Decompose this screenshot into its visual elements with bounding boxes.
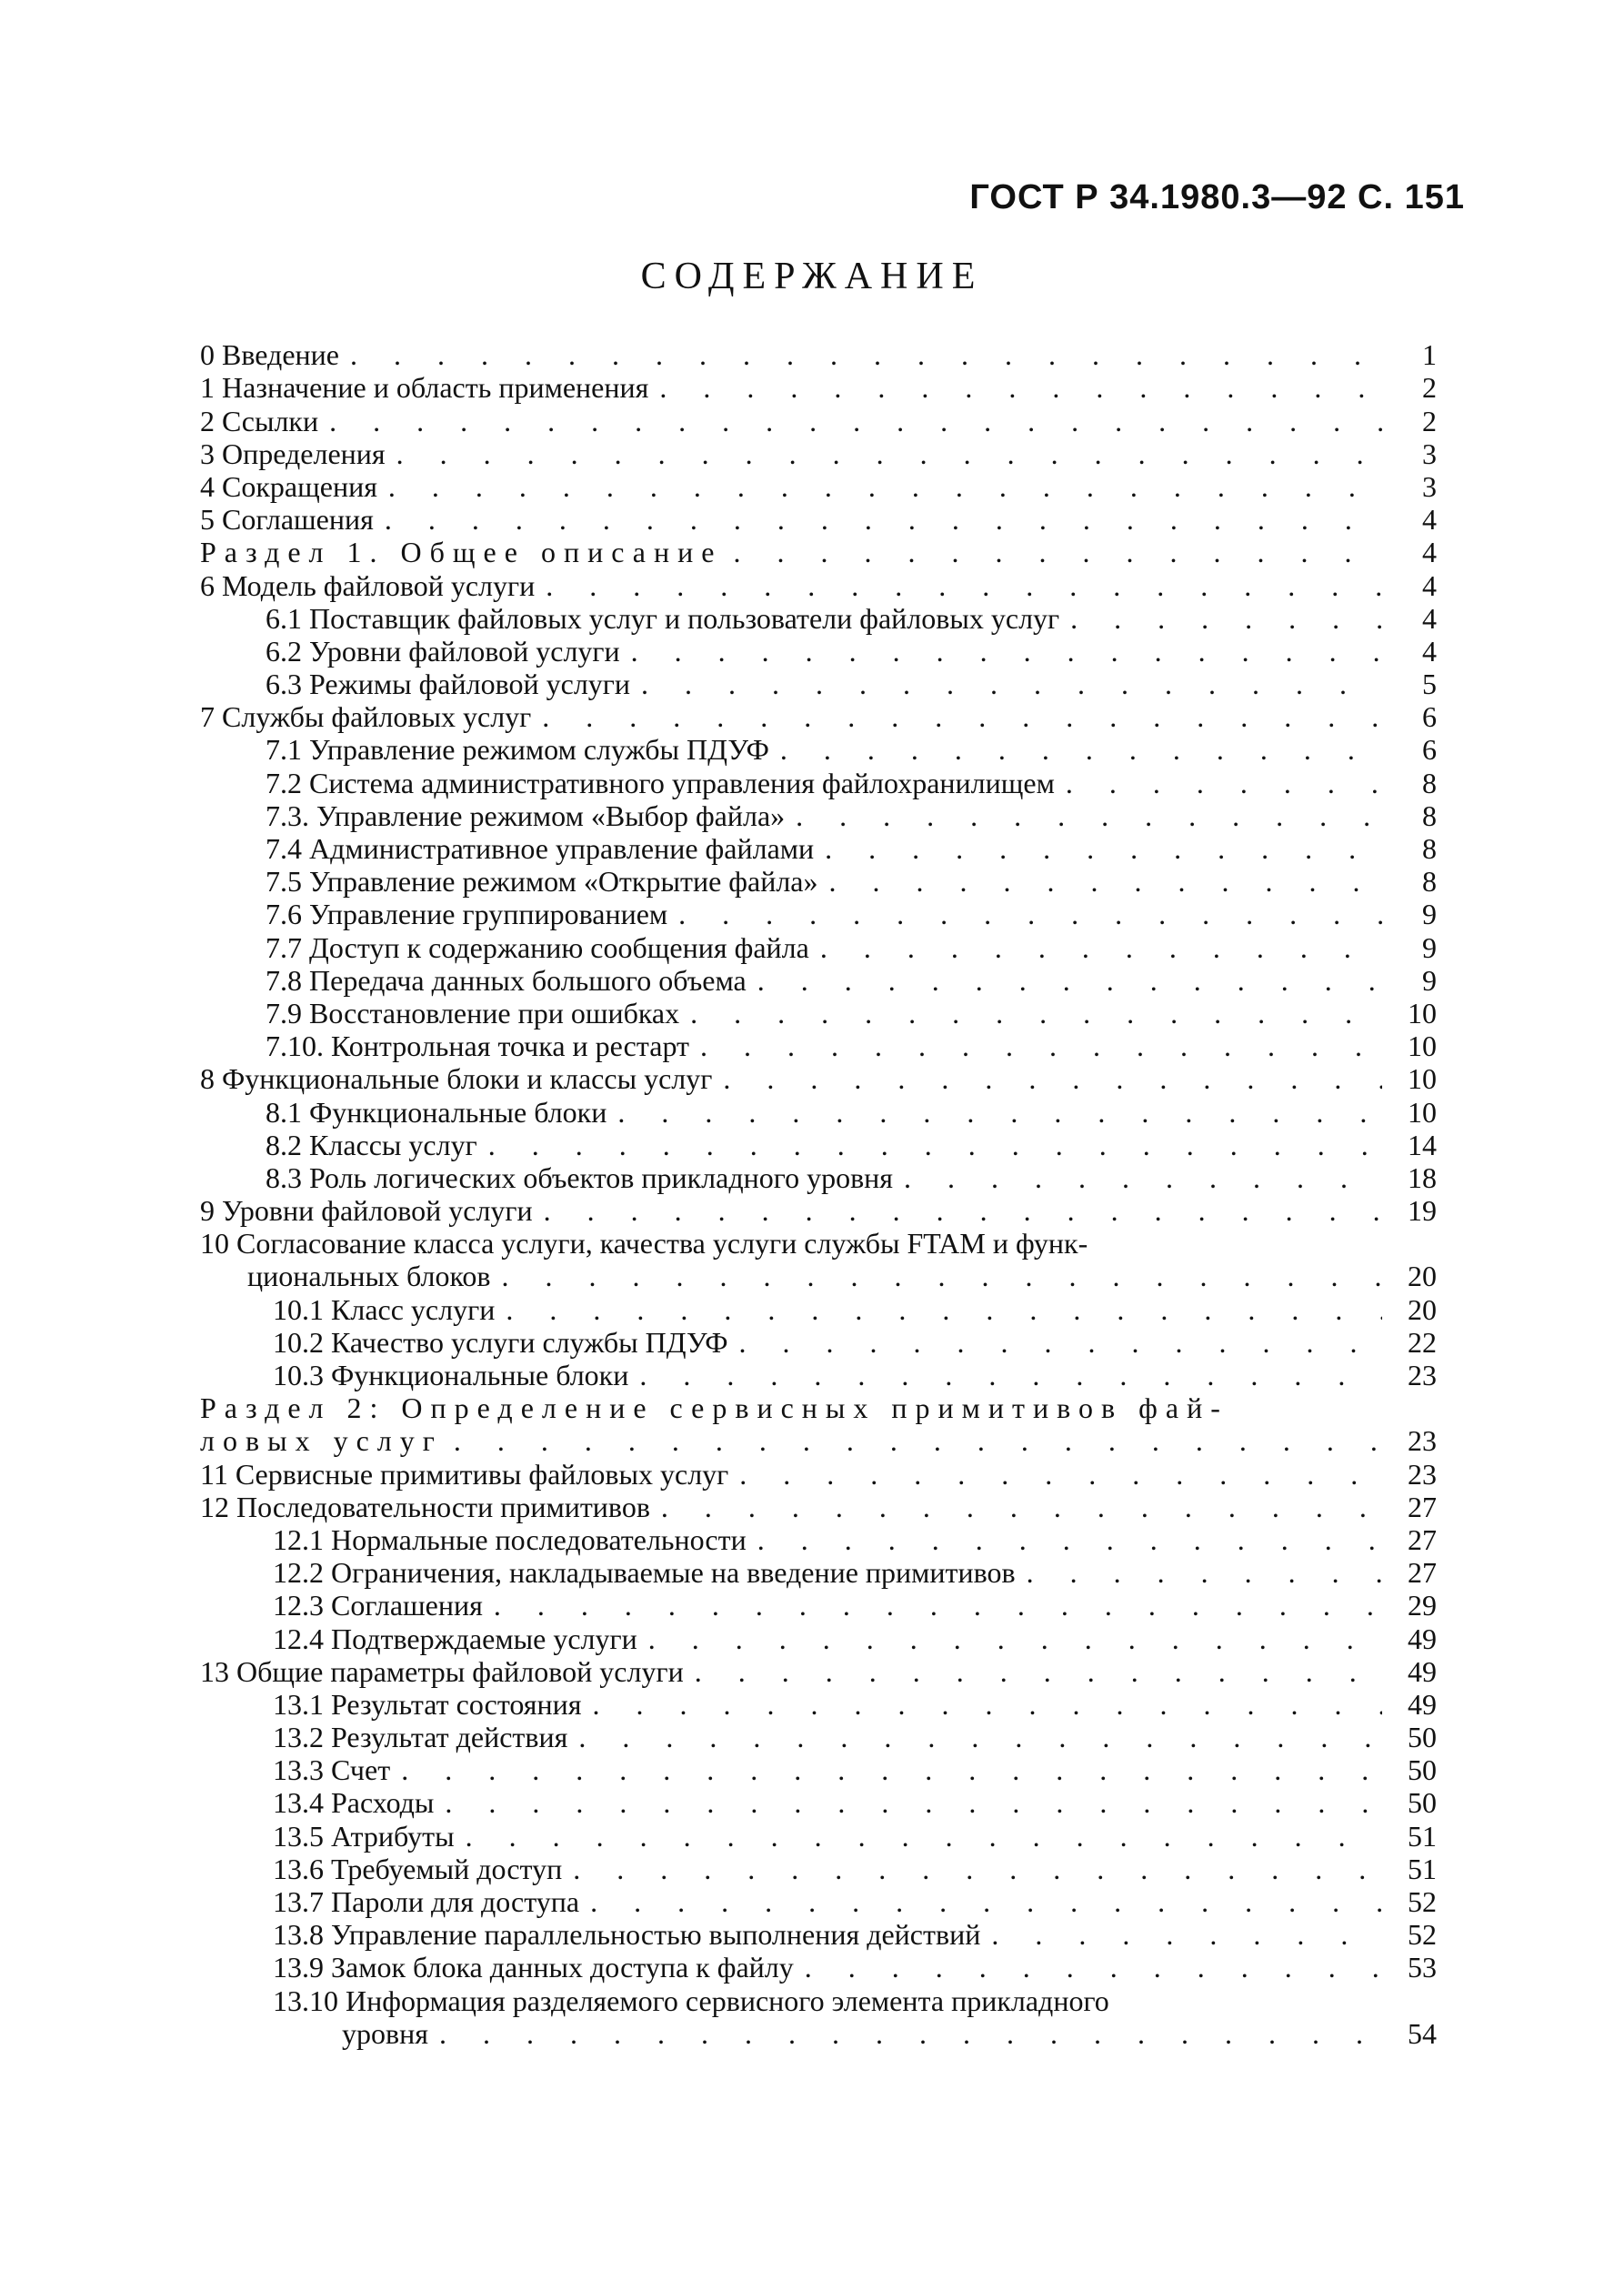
toc-entry — [200, 898, 1437, 930]
toc-entry-label: 13.10 Информация разделяемого сервисного элемента прикладного — [273, 1984, 1109, 2017]
toc-leader-dots — [377, 470, 1382, 503]
toc-leader-dots — [531, 700, 1382, 733]
toc-entry-page-number: 29 — [1408, 1589, 1437, 1622]
toc-entry-label: 10.2 Качество услуги службы ПДУФ — [273, 1325, 728, 1359]
toc-entry-label: 4 Сокращения — [200, 469, 377, 503]
toc-entry-label: 13.2 Результат действия — [273, 1721, 568, 1754]
toc-entry — [200, 1491, 1437, 1523]
toc-entry — [200, 602, 1437, 635]
toc-entry — [200, 1030, 1437, 1062]
toc-entry-page-number: 50 — [1408, 1786, 1437, 1820]
toc-entry-page-number: 20 — [1408, 1292, 1437, 1326]
toc-entry-label: 13 Общие параметры файловой услуги — [200, 1654, 684, 1688]
toc-leader-dots — [818, 865, 1383, 898]
toc-entry-page-number: 4 — [1422, 503, 1437, 537]
toc-entry-label: 12.3 Соглашения — [273, 1589, 483, 1622]
toc-entry — [200, 1688, 1437, 1721]
toc-leader-dots — [535, 569, 1382, 602]
toc-entry-page-number: 9 — [1422, 930, 1437, 964]
toc-leader-dots — [428, 2017, 1382, 2050]
toc-leader-dots — [650, 1491, 1382, 1523]
toc-entry-page-number: 8 — [1422, 766, 1437, 799]
toc-leader-dots — [684, 1655, 1382, 1688]
toc-entry — [200, 1885, 1437, 1918]
toc-leader-dots — [637, 1622, 1382, 1655]
toc-leader-dots — [728, 1326, 1382, 1359]
toc-entry-page-number: 14 — [1408, 1128, 1437, 1161]
toc-entry-page-number: 23 — [1408, 1424, 1437, 1458]
toc-entry-label: 10 Согласование класса услуги, качества услуги службы FTAM и функ- — [200, 1227, 1088, 1261]
toc-entry-label: 9 Уровни файловой услуги — [200, 1194, 533, 1228]
toc-entry — [200, 470, 1437, 503]
toc-leader-dots — [893, 1161, 1382, 1194]
toc-entry-label: 13.6 Требуемый доступ — [273, 1852, 563, 1885]
toc-entry — [200, 568, 1437, 601]
toc-entry — [200, 1062, 1437, 1095]
toc-entry — [200, 766, 1437, 799]
toc-leader-dots — [667, 898, 1382, 930]
toc-entry — [200, 1753, 1437, 1786]
toc-entry — [200, 1589, 1437, 1622]
toc-entry — [200, 338, 1437, 371]
toc-entry-page-number: 54 — [1408, 2016, 1437, 2050]
toc-leader-dots — [443, 1424, 1382, 1457]
toc-entry-page-number: 27 — [1408, 1522, 1437, 1556]
toc-entry-label: 13.1 Результат состояния — [273, 1687, 582, 1721]
toc-entry — [200, 1622, 1437, 1654]
toc-leader-dots — [689, 1030, 1382, 1062]
toc-leader-dots — [581, 1688, 1382, 1721]
toc-entry-label: уровня — [342, 2016, 428, 2050]
toc-entry-page-number: 8 — [1422, 865, 1437, 899]
toc-entry-page-number: 8 — [1422, 799, 1437, 832]
toc-entry-page-number: 27 — [1408, 1490, 1437, 1523]
toc-leader-dots — [1059, 602, 1382, 635]
toc-leader-dots — [712, 1062, 1382, 1095]
toc-entry-page-number: 10 — [1408, 1030, 1437, 1063]
toc-entry — [200, 1260, 1437, 1292]
toc-entry — [200, 1194, 1437, 1227]
toc-leader-dots — [483, 1589, 1382, 1622]
toc-entry — [200, 1819, 1437, 1852]
toc-entry-label: 13.5 Атрибуты — [273, 1819, 455, 1853]
toc-leader-dots — [747, 1523, 1382, 1556]
toc-entry-label: 0 Введение — [200, 338, 339, 372]
toc-entry-label: 7.4 Административное управление файлами — [266, 832, 815, 865]
toc-entry — [200, 1984, 1437, 2016]
toc-entry-label: 10.1 Класс услуги — [273, 1292, 496, 1326]
toc-leader-dots — [728, 1458, 1382, 1491]
toc-leader-dots — [628, 1359, 1382, 1391]
toc-entry-page-number: 18 — [1408, 1160, 1437, 1194]
toc-entry — [200, 536, 1437, 568]
toc-entry-page-number: 10 — [1408, 1062, 1437, 1096]
toc-entry-label: 8.3 Роль логических объектов прикладного уровня — [266, 1160, 894, 1194]
toc-entry-label: 7.3. Управление режимом «Выбор файла» — [266, 799, 786, 832]
toc-entry-label: 8 Функциональные блоки и классы услуг — [200, 1062, 713, 1096]
toc-entry-page-number: 51 — [1408, 1852, 1437, 1885]
toc-entry-page-number: 3 — [1422, 469, 1437, 503]
page-header: ГОСТ Р 34.1980.3—92 С. 151 — [969, 178, 1465, 216]
toc-entry-page-number: 9 — [1422, 963, 1437, 997]
toc-entry-label: 7.9 Восстановление при ошибках — [266, 996, 680, 1030]
toc-entry-page-number: 50 — [1408, 1721, 1437, 1754]
toc-entry — [200, 1786, 1437, 1819]
toc-entry-label: 5 Соглашения — [200, 503, 374, 537]
toc-leader-dots — [785, 799, 1382, 832]
toc-entry-page-number: 5 — [1422, 668, 1437, 701]
toc-entry — [200, 1391, 1437, 1424]
toc-entry-label: 13.7 Пароли для доступа — [273, 1885, 580, 1918]
toc-leader-dots — [374, 503, 1382, 536]
toc-entry-label: 7.1 Управление режимом службы ПДУФ — [266, 733, 769, 767]
toc-leader-dots — [386, 437, 1382, 470]
toc-entry-page-number: 27 — [1408, 1556, 1437, 1590]
toc-entry — [200, 733, 1437, 766]
toc-entry-label: 13.4 Расходы — [273, 1786, 435, 1820]
toc-leader-dots — [769, 733, 1382, 766]
toc-entry-page-number: 9 — [1422, 898, 1437, 931]
toc-entry — [200, 503, 1437, 536]
toc-entry — [200, 1129, 1437, 1161]
toc-entry — [200, 865, 1437, 898]
toc-entry — [200, 371, 1437, 404]
toc-entry — [200, 1326, 1437, 1359]
toc-entry — [200, 1424, 1437, 1457]
toc-entry-label: 12.2 Ограничения, накладываемые на введение примитивов — [273, 1556, 1016, 1590]
toc-entry-page-number: 23 — [1408, 1457, 1437, 1491]
toc-entry — [200, 1655, 1437, 1688]
toc-entry-label: 13.8 Управление параллельностью выполнения действий — [273, 1918, 981, 1952]
toc-entry — [200, 1951, 1437, 1984]
toc-entry-label: 7.8 Передача данных большого объема — [266, 963, 747, 997]
toc-entry — [200, 799, 1437, 832]
toc-entry-label: 6.3 Режимы файловой услуги — [266, 668, 631, 701]
toc-entry — [200, 1457, 1437, 1490]
toc-entry — [200, 1095, 1437, 1128]
toc-leader-dots — [533, 1194, 1382, 1227]
toc-entry-label: циональных блоков — [247, 1260, 491, 1293]
toc-entry-label: 12.1 Нормальные последовательности — [273, 1522, 747, 1556]
toc-leader-dots — [477, 1129, 1382, 1161]
toc-entry-page-number: 22 — [1408, 1325, 1437, 1359]
toc-entry-page-number: 49 — [1408, 1622, 1437, 1655]
toc-entry-page-number: 4 — [1422, 601, 1437, 635]
toc-entry-label: 7.10. Контрольная точка и рестарт — [266, 1030, 689, 1063]
toc-leader-dots — [318, 405, 1382, 437]
toc-leader-dots — [809, 931, 1382, 964]
toc-entry-page-number: 3 — [1422, 437, 1437, 470]
toc-entry — [200, 997, 1437, 1030]
toc-entry-page-number: 1 — [1422, 338, 1437, 372]
toc-entry-label: 7 Службы файловых услуг — [200, 700, 532, 734]
toc-entry — [200, 2017, 1437, 2050]
toc-leader-dots — [339, 338, 1382, 371]
toc-entry — [200, 1721, 1437, 1753]
toc-entry-label: 7.6 Управление группированием — [266, 898, 668, 931]
toc-entry-label: 6.2 Уровни файловой услуги — [266, 634, 620, 668]
toc-entry-label: 10.3 Функциональные блоки — [273, 1359, 629, 1391]
toc-leader-dots — [620, 635, 1382, 668]
toc-entry-page-number: 10 — [1408, 996, 1437, 1030]
toc-entry — [200, 1359, 1437, 1391]
toc-leader-dots — [579, 1885, 1382, 1918]
toc-leader-dots — [1055, 767, 1382, 799]
toc-entry-page-number: 49 — [1408, 1654, 1437, 1688]
toc-entry-page-number: 49 — [1408, 1687, 1437, 1721]
toc-entry — [200, 1523, 1437, 1556]
toc-entry-page-number: 10 — [1408, 1095, 1437, 1129]
toc-leader-dots — [562, 1853, 1382, 1885]
toc-entry-label: 13.9 Замок блока данных доступа к файлу — [273, 1951, 794, 1984]
toc-leader-dots — [747, 964, 1382, 997]
toc-leader-dots — [648, 371, 1382, 404]
toc-entry-page-number: 50 — [1408, 1753, 1437, 1787]
toc-entry — [200, 635, 1437, 668]
toc-entry-page-number: 51 — [1408, 1819, 1437, 1853]
toc-entry-label: 7.7 Доступ к содержанию сообщения файла — [266, 930, 809, 964]
toc-leader-dots — [679, 997, 1382, 1030]
toc-entry — [200, 832, 1437, 865]
table-of-contents — [200, 338, 1437, 2050]
toc-leader-dots — [980, 1918, 1382, 1951]
toc-entry — [200, 1227, 1437, 1260]
toc-entry — [200, 700, 1437, 733]
toc-leader-dots — [491, 1260, 1382, 1292]
toc-entry-label: 3 Определения — [200, 437, 386, 470]
toc-leader-dots — [814, 832, 1382, 865]
toc-entry-page-number: 8 — [1422, 832, 1437, 865]
toc-entry-page-number: 4 — [1422, 568, 1437, 602]
toc-entry-label: 1 Назначение и область применения — [200, 371, 649, 405]
page-title: СОДЕРЖАНИЕ — [640, 256, 984, 297]
toc-leader-dots — [1016, 1556, 1382, 1589]
toc-entry — [200, 1556, 1437, 1589]
toc-entry-label: 2 Ссылки — [200, 404, 319, 437]
toc-entry-label: Раздел 2: Определение сервисных примитивов фай- — [200, 1391, 1228, 1425]
toc-leader-dots — [630, 668, 1382, 700]
toc-leader-dots — [794, 1951, 1382, 1984]
toc-leader-dots — [722, 536, 1382, 568]
toc-entry — [200, 1292, 1437, 1325]
toc-entry-label: 12.4 Подтверждаемые услуги — [273, 1622, 637, 1655]
toc-entry — [200, 1161, 1437, 1194]
toc-entry-label: 7.5 Управление режимом «Открытие файла» — [266, 865, 818, 899]
toc-entry — [200, 1918, 1437, 1951]
toc-entry-label: ловых услуг — [200, 1424, 443, 1458]
toc-entry-page-number: 19 — [1408, 1194, 1437, 1228]
toc-entry-label: 6 Модель файловой услуги — [200, 568, 536, 602]
toc-entry-label: 8.1 Функциональные блоки — [266, 1095, 607, 1129]
toc-entry — [200, 668, 1437, 700]
toc-leader-dots — [567, 1721, 1382, 1753]
toc-entry — [200, 964, 1437, 997]
toc-entry-label: 7.2 Система административного управления файлохранилищем — [266, 766, 1055, 799]
toc-entry — [200, 930, 1437, 963]
toc-leader-dots — [455, 1820, 1382, 1853]
toc-entry-label: 11 Сервисные примитивы файловых услуг — [200, 1457, 729, 1491]
toc-entry-page-number: 53 — [1408, 1951, 1437, 1984]
toc-entry-label: 6.1 Поставщик файловых услуг и пользователи файловых услуг — [266, 601, 1060, 635]
toc-entry-page-number: 52 — [1408, 1918, 1437, 1952]
toc-entry-page-number: 2 — [1422, 404, 1437, 437]
toc-leader-dots — [434, 1786, 1382, 1819]
toc-entry — [200, 437, 1437, 470]
toc-entry-page-number: 20 — [1408, 1260, 1437, 1293]
toc-entry-label: Раздел 1. Общее описание — [200, 536, 723, 569]
toc-entry — [200, 404, 1437, 437]
toc-entry-label: 12 Последовательности примитивов — [200, 1490, 650, 1523]
toc-leader-dots — [390, 1753, 1382, 1786]
toc-leader-dots — [606, 1096, 1382, 1129]
toc-entry — [200, 1853, 1437, 1885]
toc-entry-page-number: 2 — [1422, 371, 1437, 405]
toc-entry-label: 13.3 Счет — [273, 1753, 391, 1787]
toc-entry-page-number: 6 — [1422, 700, 1437, 734]
toc-entry-page-number: 23 — [1408, 1359, 1437, 1391]
toc-entry-page-number: 4 — [1422, 536, 1437, 569]
toc-entry-page-number: 4 — [1422, 634, 1437, 668]
toc-entry-page-number: 6 — [1422, 733, 1437, 767]
toc-entry-page-number: 52 — [1408, 1885, 1437, 1918]
toc-entry-label: 8.2 Классы услуг — [266, 1128, 477, 1161]
toc-leader-dots — [495, 1293, 1382, 1326]
